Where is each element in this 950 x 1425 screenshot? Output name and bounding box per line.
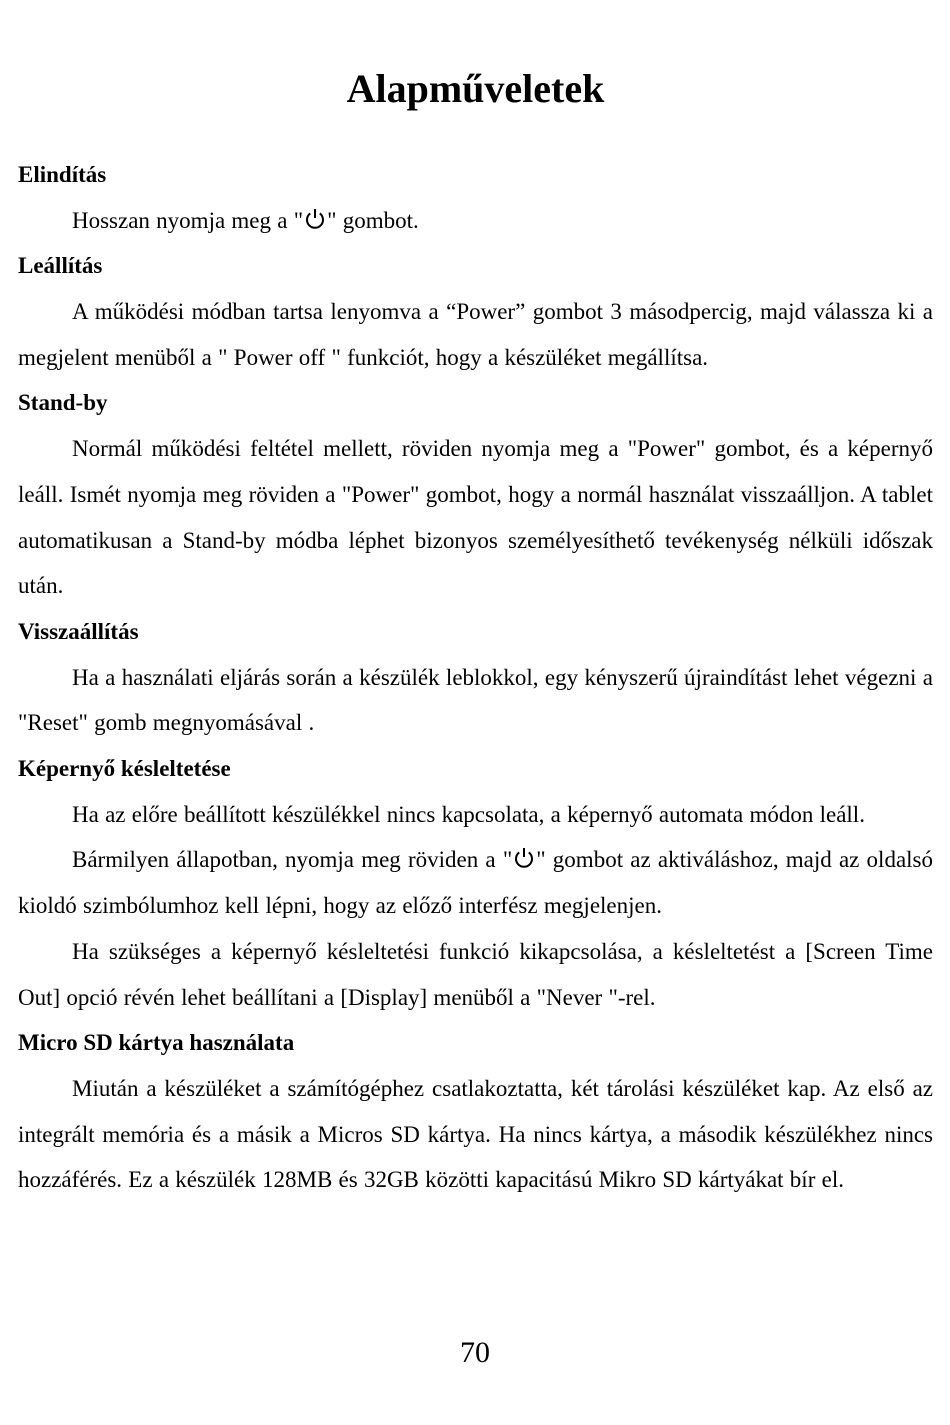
section-heading-standby: Stand-by: [18, 390, 108, 416]
document-body: [18, 152, 933, 1203]
page-number: 70: [460, 1336, 490, 1369]
paragraph-reset: Ha a használati eljárás során a készülék leblokkol, egy kényszerű újraindítást lehet végezni a "Reset" gomb megnyomásával .: [18, 664, 933, 736]
section-heading-shutdown: Leállítás: [18, 253, 103, 279]
paragraph-micro-sd: Miután a készüléket a számítógéphez csatlakoztatta, két tárolási készüléket kap. Az első az integrált memória és a másik a Micros SD kártya. Ha nincs kártya, a második készülékhez nincs hozzáférés. Ez a készülék 128MB és 32GB közötti kapacitású Mikro SD kártyákat bír el.: [18, 1075, 933, 1193]
paragraph-screen-delay-2: Bármilyen állapotban, nyomja meg röviden a " " gombot az aktiváláshoz, majd az oldalsó kioldó szimbólumhoz kell lépni, hogy az előző interfész megjelenjen.: [18, 847, 933, 919]
section-heading-reset: Visszaállítás: [18, 618, 139, 644]
page-title: Alapműveletek: [346, 66, 605, 111]
power-icon: [513, 846, 535, 870]
paragraph-startup: Hosszan nyomja meg a " " gombot.: [72, 207, 419, 233]
paragraph-screen-delay-1: Ha az előre beállított készülékkel nincs kapcsolata, a képernyő automata módon leáll.: [72, 801, 865, 827]
paragraph-screen-delay-3: Ha szükséges a képernyő késleltetési funkció kikapcsolása, a késleltetést a [Screen Time Out] opció révén lehet beállítani a [Display] menüből a "Never "-rel.: [18, 938, 933, 1010]
section-heading-startup: Elindítás: [18, 162, 107, 187]
paragraph-standby: Normál működési feltétel mellett, röviden nyomja meg a "Power" gombot, és a képernyő leáll. Ismét nyomja meg röviden a "Power" gombot, hogy a normál használat visszaálljon. A tablet automatikusan a Stand-by módba léphet bizonyos személyesíthető tevékenység nélküli időszak után.: [18, 436, 933, 599]
section-heading-screen-delay: Képernyő késleltetése: [18, 756, 231, 782]
paragraph-shutdown: A működési módban tartsa lenyomva a “Power” gombot 3 másodpercig, majd válassza ki a megjelent menüből a " Power off " funkciót, hogy a készüléket megállítsa.: [18, 299, 933, 370]
power-icon: [304, 207, 326, 231]
section-heading-micro-sd: Micro SD kártya használata: [18, 1030, 295, 1056]
